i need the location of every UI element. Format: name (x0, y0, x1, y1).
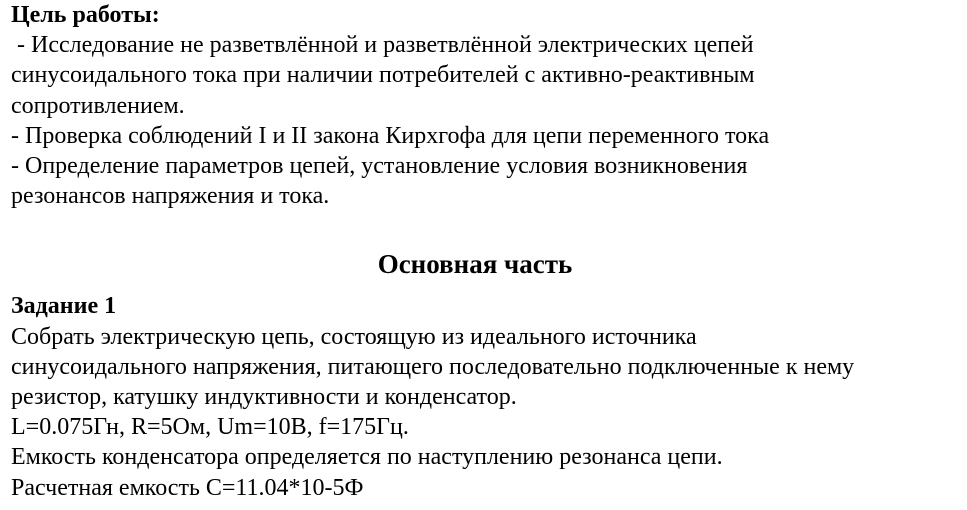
goal-line: синусоидального тока при наличии потребителей с активно-реактивным (11, 62, 755, 89)
goal-line: резонансов напряжения и тока. (11, 183, 330, 210)
goal-line: - Исследование не разветвлённой и разветвлённой электрических цепей (11, 32, 754, 59)
section-gap (11, 211, 961, 241)
goal-heading: Цель работы: (11, 2, 160, 28)
task1-line: Расчетная емкость С=11.04*10-5Ф (11, 474, 364, 501)
task1-line: Собрать электрическую цепь, состоящую из идеального источника (11, 323, 697, 350)
task1-line: L=0.075Гн, R=5Ом, Um=10В, f=175Гц. (11, 414, 409, 441)
goal-line: сопротивлением. (11, 92, 185, 119)
task1-heading: Задание 1 (11, 293, 117, 320)
section-title-main: Основная часть (377, 249, 573, 280)
task1-line: синусоидального напряжения, питающего последовательно подключенные к нему (11, 353, 855, 380)
document-page (11, 0, 961, 503)
goal-line: - Определение параметров цепей, установление условия возникновения (11, 153, 748, 180)
goal-line: - Проверка соблюдений I и II закона Кирхгофа для цепи переменного тока (11, 122, 770, 149)
task1-line: резистор, катушку индуктивности и конденсатор. (11, 384, 517, 411)
task1-line: Емкость конденсатора определяется по наступлению резонанса цепи. (11, 444, 723, 471)
